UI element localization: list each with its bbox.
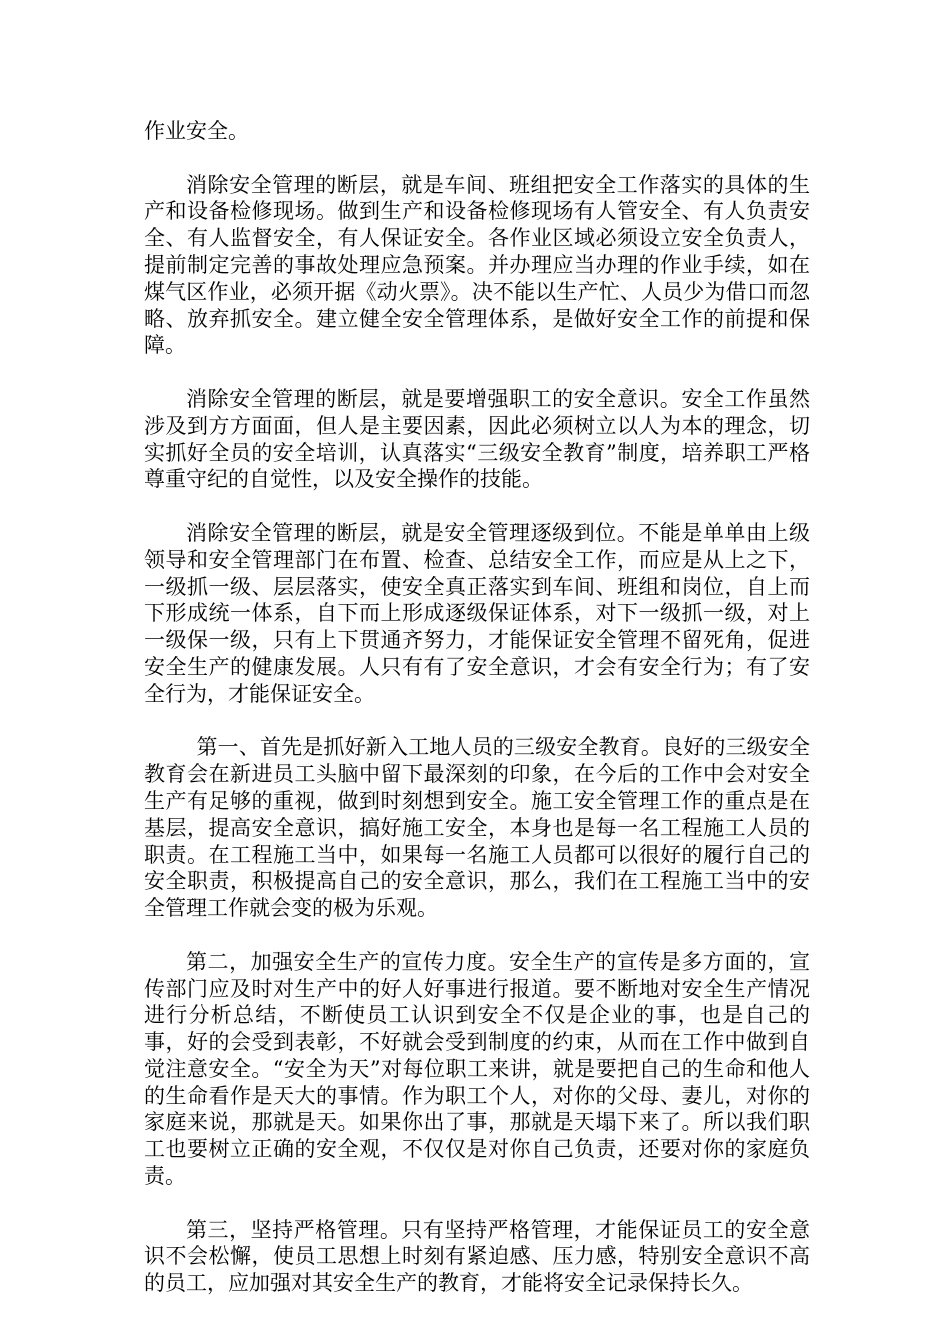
paragraph-safety-awareness: 消除安全管理的断层，就是要增强职工的安全意识。安全工作虽然涉及到方方面面，但人是主要因素，因此必须树立以人为本的理念，切实抓好全员的安全培训，认真落实“三级安全教育”制度，培养职工严格尊重守纪的自觉性，以及安全操作的技能。: [144, 386, 810, 492]
paragraph-level-management: 消除安全管理的断层，就是安全管理逐级到位。不能是单单由上级领导和安全管理部门在布置、检查、总结安全工作，而应是从上之下，一级抓一级、层层落实，使安全真正落实到车间、班组和岗位，自上而下形成统一体系，自下而上形成逐级保证体系，对下一级抓一级，对上一级保一级，只有上下贯通齐努力，才能保证安全管理不留死角，促进安全生产的健康发展。人只有有了安全意识，才会有安全行为；有了安全行为，才能保证安全。: [144, 520, 810, 706]
paragraph-workshop-safety: 消除安全管理的断层，就是车间、班组把安全工作落实的具体的生产和设备检修现场。做到生产和设备检修现场有人管安全、有人负责安全、有人监督安全，有人保证安全。各作业区域必须设立安全负责人，提前制定完善的事故处理应急预案。并办理应当办理的作业手续，如在煤气区作业，必须开据《动火票》。决不能以生产忙、人员少为借口而忽略、放弃抓安全。建立健全安全管理体系，是做好安全工作的前提和保障。: [144, 172, 810, 358]
paragraph-first-point: 第一、首先是抓好新入工地人员的三级安全教育。良好的三级安全教育会在新进员工头脑中留下最深刻的印象，在今后的工作中会对安全生产有足够的重视，做到时刻想到安全。施工安全管理工作的重点是在基层，提高安全意识，搞好施工安全，本身也是每一名工程施工人员的职责。在工程施工当中，如果每一名施工人员都可以很好的履行自己的安全职责，积极提高自己的安全意识，那么，我们在工程施工当中的安全管理工作就会变的极为乐观。: [144, 735, 810, 921]
document-body: [144, 118, 810, 1324]
paragraph-second-point: 第二，加强安全生产的宣传力度。安全生产的宣传是多方面的，宣传部门应及时对生产中的好人好事进行报道。要不断地对安全生产情况进行分析总结，不断使员工认识到安全不仅是企业的事，也是自己的事，好的会受到表彰，不好就会受到制度的约束，从而在工作中做到自觉注意安全。“安全为天”对每位职工来讲，就是要把自己的生命和他人的生命看作是天大的事情。作为职工个人，对你的父母、妻儿，对你的家庭来说，那就是天。如果你出了事，那就是天塌下来了。所以我们职工也要树立正确的安全观，不仅仅是对你自己负责，还要对你的家庭负责。: [144, 949, 810, 1189]
paragraph-continuation: 作业安全。: [144, 119, 249, 143]
paragraph-third-point: 第三，坚持严格管理。只有坚持严格管理，才能保证员工的安全意识不会松懈，使员工思想上时刻有紧迫感、压力感，特别安全意识不高的员工，应加强对其安全生产的教育，才能将安全记录保持长久。: [144, 1217, 810, 1296]
